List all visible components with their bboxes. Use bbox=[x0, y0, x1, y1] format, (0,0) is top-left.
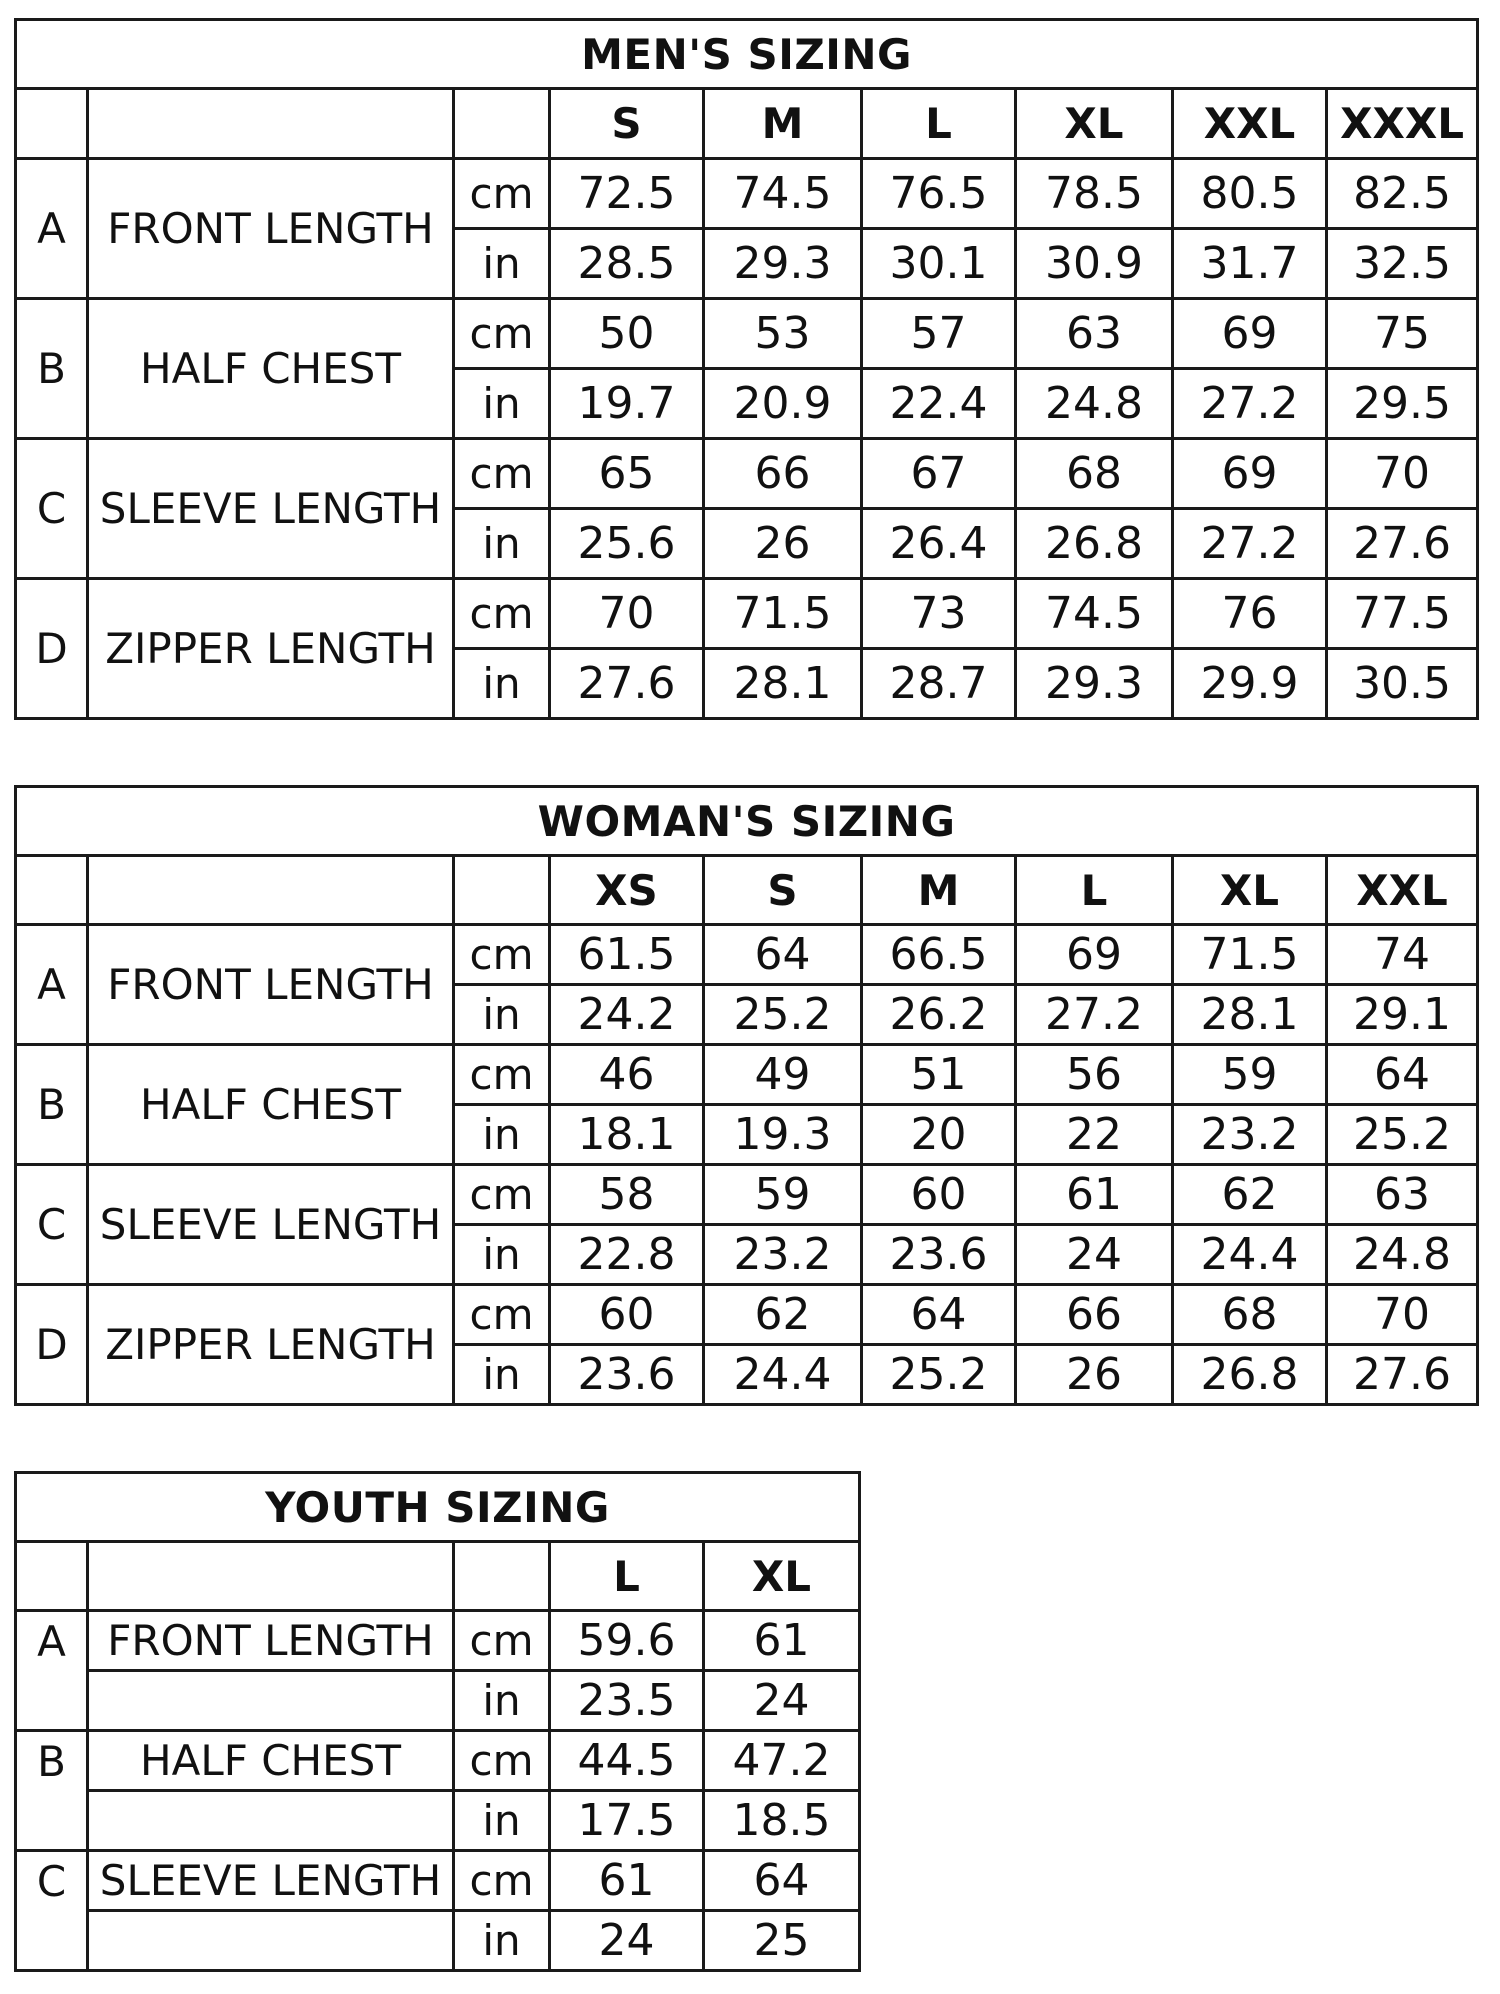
value-cell: 65 bbox=[550, 439, 704, 509]
value-cell: 29.9 bbox=[1173, 649, 1327, 719]
size-header: XL bbox=[704, 1542, 860, 1611]
blank-cell bbox=[16, 1542, 88, 1611]
value-cell: 24.8 bbox=[1016, 369, 1173, 439]
value-cell: 72.5 bbox=[550, 159, 704, 229]
unit-cm: cm bbox=[454, 925, 550, 985]
value-cell: 59 bbox=[704, 1165, 862, 1225]
value-cell: 29.1 bbox=[1327, 985, 1478, 1045]
measure-name: SLEEVE LENGTH bbox=[88, 1851, 454, 1911]
table-row bbox=[16, 1165, 1478, 1225]
table-title: YOUTH SIZING bbox=[16, 1473, 860, 1542]
value-cell: 74.5 bbox=[704, 159, 862, 229]
table-row bbox=[16, 439, 1478, 509]
value-cell: 32.5 bbox=[1327, 229, 1478, 299]
blank-cell bbox=[88, 1671, 454, 1731]
value-cell: 20 bbox=[862, 1105, 1016, 1165]
value-cell: 59 bbox=[1173, 1045, 1327, 1105]
unit-cm: cm bbox=[454, 1851, 550, 1911]
measure-letter: B bbox=[16, 299, 88, 439]
value-cell: 71.5 bbox=[704, 579, 862, 649]
value-cell: 25.2 bbox=[704, 985, 862, 1045]
value-cell: 49 bbox=[704, 1045, 862, 1105]
value-cell: 19.3 bbox=[704, 1105, 862, 1165]
measure-letter: A bbox=[16, 1611, 88, 1671]
size-header: XL bbox=[1173, 856, 1327, 925]
value-cell: 22.8 bbox=[550, 1225, 704, 1285]
unit-cm: cm bbox=[454, 1731, 550, 1791]
size-header: XL bbox=[1016, 89, 1173, 159]
value-cell: 64 bbox=[1327, 1045, 1478, 1105]
table-title: MEN'S SIZING bbox=[16, 20, 1478, 89]
value-cell: 46 bbox=[550, 1045, 704, 1105]
unit-in: in bbox=[454, 1911, 550, 1971]
value-cell: 67 bbox=[862, 439, 1016, 509]
table-row bbox=[16, 1791, 860, 1851]
table-row bbox=[16, 1671, 860, 1731]
measure-letter: C bbox=[16, 1165, 88, 1285]
table-row bbox=[16, 159, 1478, 229]
unit-in: in bbox=[454, 1225, 550, 1285]
value-cell: 18.5 bbox=[704, 1791, 860, 1851]
value-cell: 70 bbox=[1327, 1285, 1478, 1345]
value-cell: 28.5 bbox=[550, 229, 704, 299]
value-cell: 68 bbox=[1173, 1285, 1327, 1345]
size-header: L bbox=[550, 1542, 704, 1611]
value-cell: 62 bbox=[1173, 1165, 1327, 1225]
unit-cm: cm bbox=[454, 299, 550, 369]
unit-cm: cm bbox=[454, 579, 550, 649]
value-cell: 29.3 bbox=[1016, 649, 1173, 719]
value-cell: 29.5 bbox=[1327, 369, 1478, 439]
measure-name: SLEEVE LENGTH bbox=[88, 1165, 454, 1285]
size-header: L bbox=[1016, 856, 1173, 925]
value-cell: 24 bbox=[550, 1911, 704, 1971]
value-cell: 18.1 bbox=[550, 1105, 704, 1165]
value-cell: 26.8 bbox=[1016, 509, 1173, 579]
table-row bbox=[16, 1731, 860, 1791]
value-cell: 23.6 bbox=[862, 1225, 1016, 1285]
unit-in: in bbox=[454, 229, 550, 299]
value-cell: 63 bbox=[1327, 1165, 1478, 1225]
value-cell: 26.2 bbox=[862, 985, 1016, 1045]
value-cell: 70 bbox=[550, 579, 704, 649]
unit-cm: cm bbox=[454, 1611, 550, 1671]
value-cell: 29.3 bbox=[704, 229, 862, 299]
value-cell: 25 bbox=[704, 1911, 860, 1971]
value-cell: 23.6 bbox=[550, 1345, 704, 1405]
table-row bbox=[16, 1611, 860, 1671]
blank-cell bbox=[454, 89, 550, 159]
value-cell: 27.6 bbox=[1327, 1345, 1478, 1405]
size-header: XXL bbox=[1173, 89, 1327, 159]
unit-cm: cm bbox=[454, 1165, 550, 1225]
measure-name: FRONT LENGTH bbox=[88, 1611, 454, 1671]
size-header: XXL bbox=[1327, 856, 1478, 925]
value-cell: 30.1 bbox=[862, 229, 1016, 299]
value-cell: 61 bbox=[704, 1611, 860, 1671]
table-row bbox=[16, 579, 1478, 649]
table-row bbox=[16, 925, 1478, 985]
unit-in: in bbox=[454, 985, 550, 1045]
value-cell: 74.5 bbox=[1016, 579, 1173, 649]
value-cell: 59.6 bbox=[550, 1611, 704, 1671]
blank-cell bbox=[454, 1542, 550, 1611]
value-cell: 27.2 bbox=[1173, 369, 1327, 439]
value-cell: 69 bbox=[1016, 925, 1173, 985]
blank-cell bbox=[88, 89, 454, 159]
measure-name: FRONT LENGTH bbox=[88, 925, 454, 1045]
unit-in: in bbox=[454, 1105, 550, 1165]
table-row bbox=[16, 299, 1478, 369]
value-cell: 73 bbox=[862, 579, 1016, 649]
value-cell: 76 bbox=[1173, 579, 1327, 649]
value-cell: 28.1 bbox=[1173, 985, 1327, 1045]
blank-cell bbox=[454, 856, 550, 925]
value-cell: 64 bbox=[704, 925, 862, 985]
blank-cell bbox=[16, 1671, 88, 1731]
value-cell: 66 bbox=[1016, 1285, 1173, 1345]
unit-cm: cm bbox=[454, 1285, 550, 1345]
table-row bbox=[16, 1045, 1478, 1105]
value-cell: 23.2 bbox=[704, 1225, 862, 1285]
value-cell: 27.2 bbox=[1016, 985, 1173, 1045]
measure-letter: D bbox=[16, 1285, 88, 1405]
value-cell: 75 bbox=[1327, 299, 1478, 369]
value-cell: 78.5 bbox=[1016, 159, 1173, 229]
value-cell: 47.2 bbox=[704, 1731, 860, 1791]
value-cell: 27.6 bbox=[550, 649, 704, 719]
value-cell: 62 bbox=[704, 1285, 862, 1345]
value-cell: 56 bbox=[1016, 1045, 1173, 1105]
mens-sizing-table bbox=[14, 18, 1479, 720]
unit-in: in bbox=[454, 369, 550, 439]
measure-name: SLEEVE LENGTH bbox=[88, 439, 454, 579]
value-cell: 19.7 bbox=[550, 369, 704, 439]
measure-letter: B bbox=[16, 1731, 88, 1791]
value-cell: 26 bbox=[1016, 1345, 1173, 1405]
value-cell: 80.5 bbox=[1173, 159, 1327, 229]
value-cell: 28.7 bbox=[862, 649, 1016, 719]
value-cell: 25.2 bbox=[1327, 1105, 1478, 1165]
blank-cell bbox=[16, 856, 88, 925]
size-header: XS bbox=[550, 856, 704, 925]
value-cell: 58 bbox=[550, 1165, 704, 1225]
blank-cell bbox=[88, 1542, 454, 1611]
unit-cm: cm bbox=[454, 159, 550, 229]
value-cell: 24.8 bbox=[1327, 1225, 1478, 1285]
value-cell: 64 bbox=[704, 1851, 860, 1911]
measure-name: ZIPPER LENGTH bbox=[88, 1285, 454, 1405]
unit-in: in bbox=[454, 1791, 550, 1851]
size-header: XXXL bbox=[1327, 89, 1478, 159]
value-cell: 60 bbox=[862, 1165, 1016, 1225]
value-cell: 26.8 bbox=[1173, 1345, 1327, 1405]
unit-in: in bbox=[454, 1345, 550, 1405]
value-cell: 25.2 bbox=[862, 1345, 1016, 1405]
measure-letter: C bbox=[16, 439, 88, 579]
size-header: M bbox=[862, 856, 1016, 925]
value-cell: 68 bbox=[1016, 439, 1173, 509]
value-cell: 26 bbox=[704, 509, 862, 579]
value-cell: 74 bbox=[1327, 925, 1478, 985]
value-cell: 69 bbox=[1173, 439, 1327, 509]
value-cell: 76.5 bbox=[862, 159, 1016, 229]
value-cell: 31.7 bbox=[1173, 229, 1327, 299]
value-cell: 70 bbox=[1327, 439, 1478, 509]
value-cell: 77.5 bbox=[1327, 579, 1478, 649]
value-cell: 61 bbox=[1016, 1165, 1173, 1225]
measure-name: ZIPPER LENGTH bbox=[88, 579, 454, 719]
value-cell: 24 bbox=[704, 1671, 860, 1731]
size-header: L bbox=[862, 89, 1016, 159]
value-cell: 24.4 bbox=[1173, 1225, 1327, 1285]
value-cell: 82.5 bbox=[1327, 159, 1478, 229]
unit-in: in bbox=[454, 509, 550, 579]
table-row bbox=[16, 1285, 1478, 1345]
value-cell: 63 bbox=[1016, 299, 1173, 369]
value-cell: 23.2 bbox=[1173, 1105, 1327, 1165]
measure-letter: D bbox=[16, 579, 88, 719]
youth-sizing-table bbox=[14, 1471, 861, 1972]
value-cell: 27.6 bbox=[1327, 509, 1478, 579]
measure-letter: A bbox=[16, 159, 88, 299]
unit-cm: cm bbox=[454, 439, 550, 509]
value-cell: 66 bbox=[704, 439, 862, 509]
unit-in: in bbox=[454, 649, 550, 719]
value-cell: 61 bbox=[550, 1851, 704, 1911]
value-cell: 61.5 bbox=[550, 925, 704, 985]
value-cell: 24.2 bbox=[550, 985, 704, 1045]
value-cell: 50 bbox=[550, 299, 704, 369]
value-cell: 22 bbox=[1016, 1105, 1173, 1165]
blank-cell bbox=[88, 1911, 454, 1971]
size-header: M bbox=[704, 89, 862, 159]
value-cell: 71.5 bbox=[1173, 925, 1327, 985]
value-cell: 28.1 bbox=[704, 649, 862, 719]
value-cell: 24.4 bbox=[704, 1345, 862, 1405]
value-cell: 22.4 bbox=[862, 369, 1016, 439]
measure-letter: A bbox=[16, 925, 88, 1045]
blank-cell bbox=[16, 1911, 88, 1971]
value-cell: 60 bbox=[550, 1285, 704, 1345]
value-cell: 44.5 bbox=[550, 1731, 704, 1791]
value-cell: 64 bbox=[862, 1285, 1016, 1345]
size-header: S bbox=[550, 89, 704, 159]
value-cell: 51 bbox=[862, 1045, 1016, 1105]
value-cell: 23.5 bbox=[550, 1671, 704, 1731]
measure-name: FRONT LENGTH bbox=[88, 159, 454, 299]
womens-sizing-table bbox=[14, 785, 1479, 1406]
blank-cell bbox=[16, 1791, 88, 1851]
measure-letter: B bbox=[16, 1045, 88, 1165]
value-cell: 30.9 bbox=[1016, 229, 1173, 299]
value-cell: 25.6 bbox=[550, 509, 704, 579]
table-row bbox=[16, 1911, 860, 1971]
value-cell: 57 bbox=[862, 299, 1016, 369]
value-cell: 66.5 bbox=[862, 925, 1016, 985]
table-row bbox=[16, 1851, 860, 1911]
size-header: S bbox=[704, 856, 862, 925]
value-cell: 26.4 bbox=[862, 509, 1016, 579]
value-cell: 53 bbox=[704, 299, 862, 369]
measure-name: HALF CHEST bbox=[88, 1045, 454, 1165]
measure-name: HALF CHEST bbox=[88, 299, 454, 439]
blank-cell bbox=[16, 89, 88, 159]
unit-cm: cm bbox=[454, 1045, 550, 1105]
value-cell: 27.2 bbox=[1173, 509, 1327, 579]
measure-letter: C bbox=[16, 1851, 88, 1911]
table-title: WOMAN'S SIZING bbox=[16, 787, 1478, 856]
value-cell: 17.5 bbox=[550, 1791, 704, 1851]
unit-in: in bbox=[454, 1671, 550, 1731]
value-cell: 20.9 bbox=[704, 369, 862, 439]
measure-name: HALF CHEST bbox=[88, 1731, 454, 1791]
blank-cell bbox=[88, 1791, 454, 1851]
value-cell: 24 bbox=[1016, 1225, 1173, 1285]
blank-cell bbox=[88, 856, 454, 925]
value-cell: 69 bbox=[1173, 299, 1327, 369]
value-cell: 30.5 bbox=[1327, 649, 1478, 719]
